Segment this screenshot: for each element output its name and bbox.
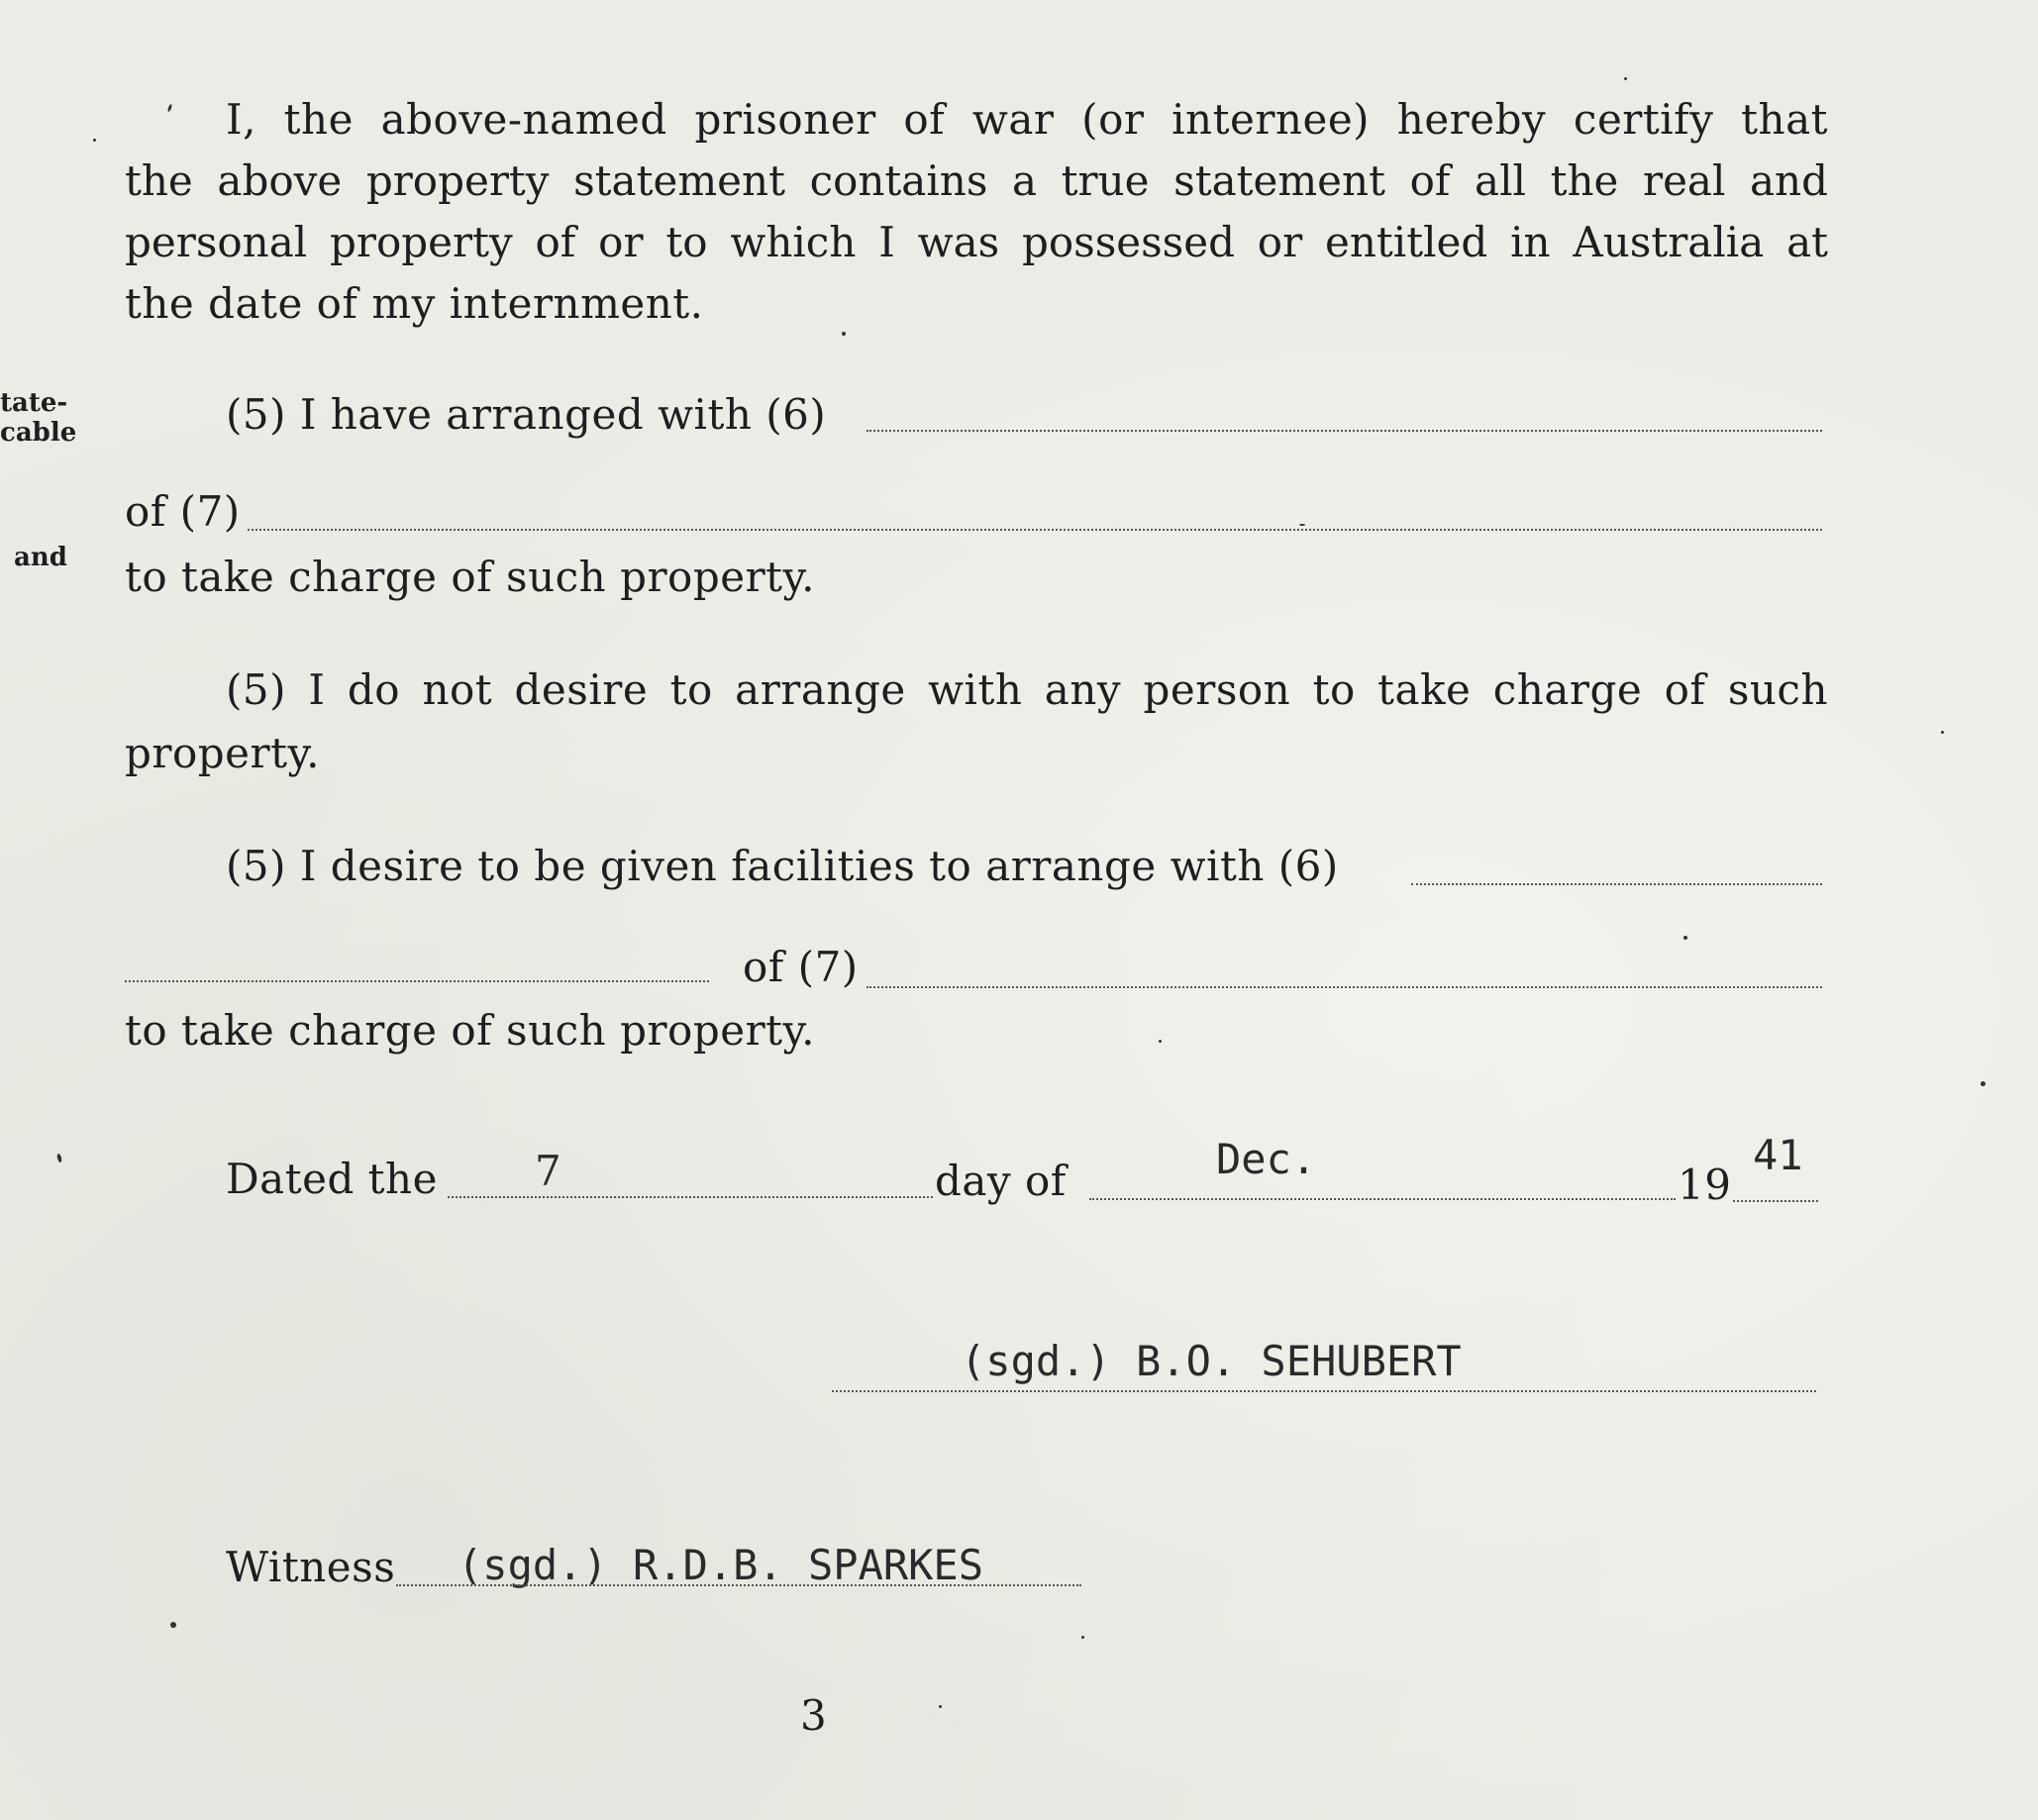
- signature-text: (sgd.) B.O. SEHUBERT: [961, 1337, 1462, 1385]
- witness-line[interactable]: [396, 1584, 1081, 1586]
- dated-year-suffix: 41: [1753, 1131, 1803, 1179]
- paper-speck: [93, 139, 96, 142]
- option-a-person-field[interactable]: [866, 430, 1822, 432]
- paper-speck: [1981, 1081, 1986, 1086]
- margin-note-3: and: [14, 543, 67, 572]
- paper-speck: [842, 332, 846, 336]
- option-c-address-field-right[interactable]: [866, 986, 1822, 988]
- option-a-of-label: of (7): [125, 487, 241, 536]
- paper-speck: [1081, 1636, 1084, 1639]
- paper-speck: [170, 1622, 176, 1628]
- option-b-line-1: (5) I do not desire to arrange with any person to take charge of such: [226, 665, 1828, 714]
- option-c-facilities: (5) I desire to be given facilities to arrange with (6): [226, 842, 1339, 890]
- option-b-line-2: property.: [125, 729, 320, 777]
- option-c-address-field-left[interactable]: [125, 980, 709, 982]
- dated-day-of-label: day of: [935, 1157, 1067, 1205]
- witness-signature-text: (sgd.) R.D.B. SPARKES: [458, 1541, 984, 1589]
- page-number: 3: [800, 1691, 828, 1740]
- margin-note-2: cable: [0, 418, 77, 448]
- certification-line-1: I, the above-named prisoner of war (or internee) hereby certify that: [226, 95, 1828, 144]
- paper-speck: [1683, 936, 1687, 940]
- paper-speck: [1299, 524, 1305, 526]
- option-c-take-charge: to take charge of such property.: [125, 1006, 816, 1055]
- dated-year-prefix: 19: [1678, 1161, 1732, 1209]
- dated-year-field[interactable]: [1733, 1200, 1818, 1202]
- dated-label: Dated the: [226, 1155, 438, 1203]
- paper-speck: [167, 104, 173, 113]
- option-a-arranged-with: (5) I have arranged with (6): [226, 390, 827, 439]
- paper-speck: [1159, 1040, 1162, 1043]
- dated-day-value: 7: [535, 1147, 561, 1195]
- option-c-of-label: of (7): [743, 943, 859, 991]
- dated-month-value: Dec.: [1216, 1135, 1317, 1183]
- margin-note-1: tate-: [0, 388, 68, 418]
- option-a-address-field[interactable]: [248, 529, 1822, 531]
- paper-speck: [939, 1705, 942, 1708]
- dated-month-field[interactable]: [1089, 1198, 1676, 1200]
- paper-speck: [1941, 731, 1944, 734]
- option-c-person-field[interactable]: [1411, 883, 1822, 885]
- dated-day-field[interactable]: [448, 1196, 933, 1198]
- option-a-take-charge: to take charge of such property.: [125, 553, 816, 601]
- paper-speck: [1624, 77, 1627, 80]
- certification-line-3: personal property of or to which I was possessed or entitled in Australia at: [125, 218, 1828, 266]
- certification-line-4: the date of my internment.: [125, 279, 704, 328]
- signature-line[interactable]: [832, 1390, 1816, 1392]
- paper-speck: [56, 1154, 62, 1163]
- certification-line-2: the above property statement contains a true statement of all the real and: [125, 156, 1828, 205]
- witness-label: Witness: [226, 1543, 396, 1591]
